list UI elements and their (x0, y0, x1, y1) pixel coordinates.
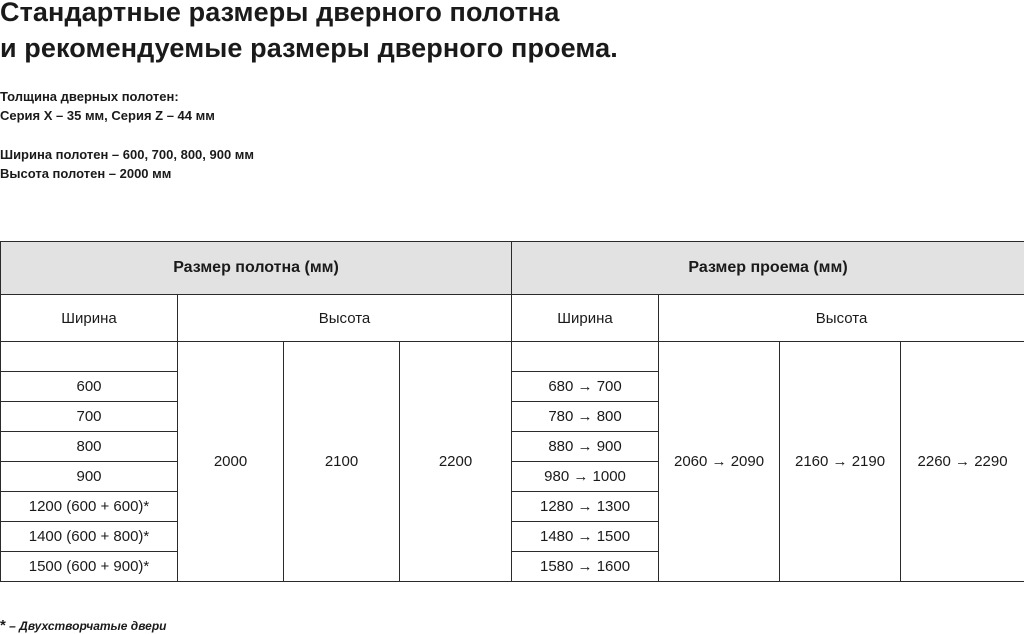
opening-width-cell: 1280 → 1300 (512, 492, 659, 522)
leaf-height-2100: 2100 (284, 342, 400, 582)
footnote-star: * (0, 617, 6, 634)
page-title (0, 0, 618, 66)
title-line-1: Стандартные размеры дверного полотна (0, 0, 560, 27)
leaf-width-cell: 600 (1, 372, 178, 402)
col-header-opening-width: Ширина (512, 295, 659, 342)
blank-cell (512, 342, 659, 372)
opening-width-cell: 1480 → 1500 (512, 522, 659, 552)
blank-cell (1, 342, 178, 372)
leaf-width-info: Ширина полотен – 600, 700, 800, 900 мм (0, 147, 255, 162)
opening-width-cell: 680 → 700 (512, 372, 659, 402)
group-header-opening: Размер проема (мм) (512, 242, 1024, 295)
opening-width-cell: 980 → 1000 (512, 462, 659, 492)
leaf-height-info: Высота полотен – 2000 мм (0, 166, 172, 181)
thickness-label: Толщина дверных полотен: (0, 89, 179, 104)
opening-width-cell: 1580 → 1600 (512, 552, 659, 582)
sizes-table (0, 241, 1024, 582)
thickness-series: Серия X – 35 мм, Серия Z – 44 мм (0, 108, 215, 123)
leaf-width-cell: 900 (1, 462, 178, 492)
opening-width-cell: 780 → 800 (512, 402, 659, 432)
opening-height-3: 2260 → 2290 (901, 342, 1024, 582)
leaf-height-2000: 2000 (178, 342, 284, 582)
footnote-text: – Двухстворчатые двери (5, 619, 167, 633)
col-header-opening-height: Высота (659, 295, 1024, 342)
leaf-height-2200: 2200 (400, 342, 512, 582)
leaf-width-cell: 1200 (600 + 600)* (1, 492, 178, 522)
dimensions-info (0, 145, 254, 183)
title-line-2: и рекомендуемые размеры дверного проема. (0, 33, 618, 63)
leaf-width-cell: 700 (1, 402, 178, 432)
opening-width-cell: 880 → 900 (512, 432, 659, 462)
leaf-width-cell: 800 (1, 432, 178, 462)
col-header-leaf-height: Высота (178, 295, 512, 342)
opening-height-2: 2160 → 2190 (780, 342, 901, 582)
col-header-leaf-width: Ширина (1, 295, 178, 342)
leaf-width-cell: 1500 (600 + 900)* (1, 552, 178, 582)
group-header-leaf: Размер полотна (мм) (1, 242, 512, 295)
footnote (0, 617, 167, 634)
leaf-width-cell: 1400 (600 + 800)* (1, 522, 178, 552)
thickness-info (0, 87, 215, 125)
opening-height-1: 2060 → 2090 (659, 342, 780, 582)
